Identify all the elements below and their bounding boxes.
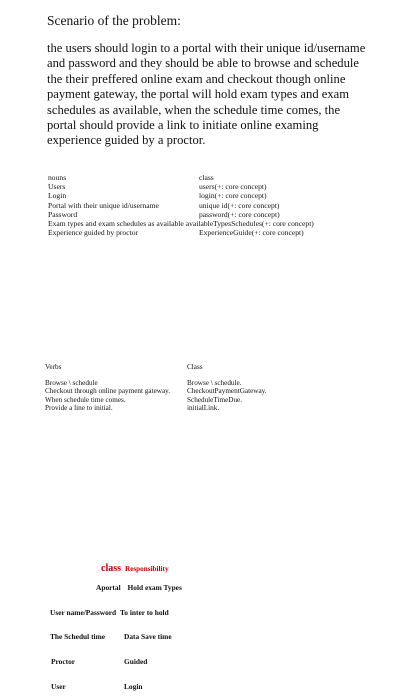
class-cell: initialLink. [187,404,220,413]
noun-class-cell: Exam types and exam schedules as available availableTypesSchedules(+: core concept) [48,218,314,228]
nouns-row [48,228,314,237]
class-cell: CheckoutPaymentGateway. [187,387,267,396]
class-header: Class [187,363,203,371]
verbs-row [45,387,267,396]
class-name: Aportal [96,583,121,592]
class-name: User name/Password [50,608,117,617]
nouns-row [48,201,314,210]
class-cell: unique id(+: core concept) [199,200,280,210]
responsibility-text: Login [124,682,143,691]
responsibility-label: Responsibility [125,565,169,573]
nouns-row [48,191,314,200]
class-name: The Schedul time [50,632,106,641]
class-cell: login(+: core concept) [199,191,267,201]
responsibility-text: Hold exam Types [127,583,182,592]
class-label: class [101,563,121,574]
noun-cell: Portal with their unique id/username [48,200,159,210]
verb-cell: When schedule time comes. [45,395,126,404]
verbs-row [45,378,242,388]
verbs-row [45,395,243,405]
class-cell: Browse \ schedule. [187,378,242,387]
noun-cell: Password [48,209,78,219]
verbs-header: Verbs [45,363,62,371]
verb-cell: Checkout through online payment gateway. [45,387,171,396]
responsibility-row [96,583,182,592]
class-cell: users(+: core concept) [199,182,267,192]
responsibility-text: Data Save time [124,632,172,641]
responsibility-row [50,608,169,617]
responsibility-class: Proctor [51,657,76,666]
nouns-row [48,182,314,191]
noun-cell: Users [48,182,66,192]
scenario-paragraph: the users should login to a portal with their unique id/username and password and they should be able to browse and schedule the their preffered online exam and checkout though online payment gateway, the portal will hold exam types and exam schedules as available, when the schedule time comes, the portal should provide a link to initiate online examing experience guided by a proctor. [47,41,366,148]
class-header: class [199,173,214,182]
responsibility-text: To inter to hold [120,608,169,617]
nouns-header-row [48,173,314,182]
responsibility-title [101,558,169,576]
verb-cell: Provide a line to initial. [45,404,113,413]
nouns-row-wide [48,219,314,228]
responsibility-text: Guided [124,657,148,666]
noun-cell: Experience guided by proctor [48,228,139,238]
class-cell: password(+: core concept) [199,209,280,219]
nouns-row [48,210,314,219]
class-cell: ExperienceGuide(+: core concept) [199,228,304,238]
verbs-table [45,363,267,413]
class-cell: ScheduleTimeDue. [187,395,243,404]
verbs-row [45,404,220,413]
responsibility-class: User [51,682,66,691]
scenario-heading: Scenario of the problem: [47,13,181,28]
responsibility-row [50,632,105,641]
verbs-header-row [45,363,203,372]
verb-cell: Browse \ schedule [45,378,98,387]
nouns-header: nouns [48,173,67,182]
nouns-table [48,173,314,237]
noun-cell: Login [48,191,67,201]
